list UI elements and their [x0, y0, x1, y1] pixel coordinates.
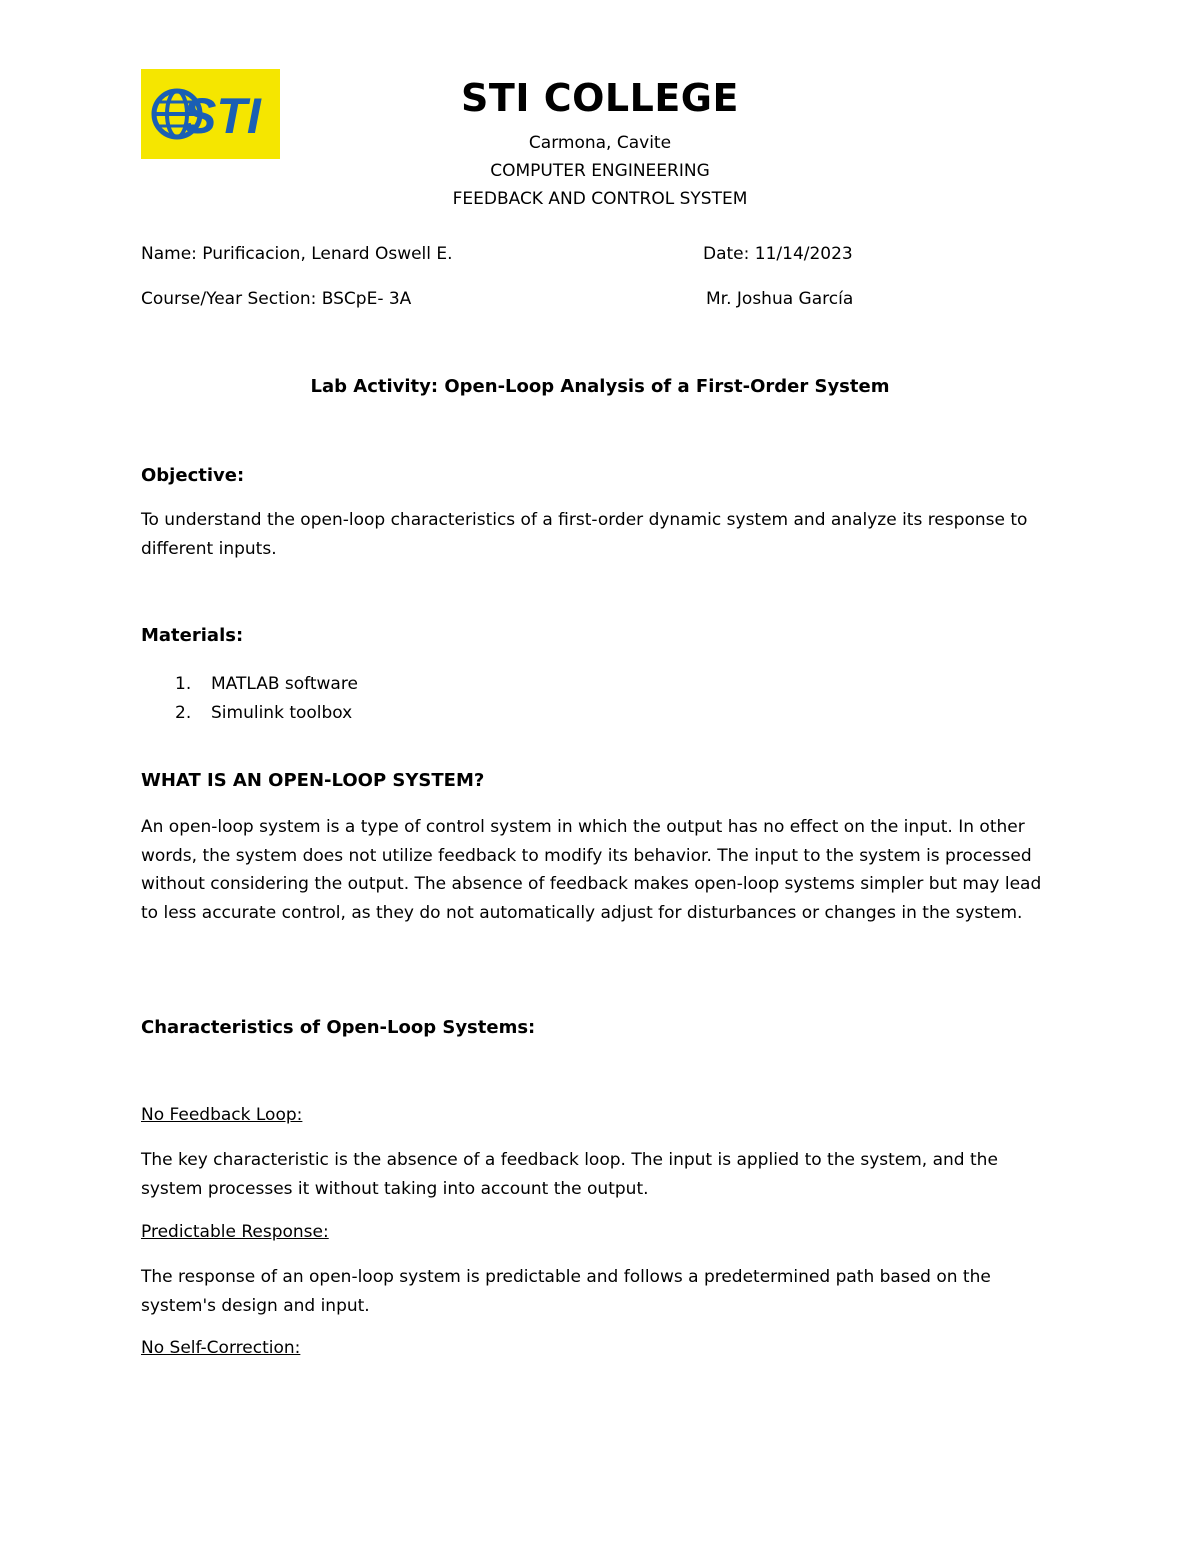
student-name: Name: Purificacion, Lenard Oswell E.: [141, 244, 453, 264]
list-item-label: MATLAB software: [211, 674, 358, 694]
submission-date: Date: 11/14/2023: [703, 244, 853, 264]
logo-text: STI: [183, 88, 261, 144]
no-feedback-title: No Feedback Loop:: [141, 1105, 303, 1125]
list-item-label: Simulink toolbox: [211, 702, 353, 723]
no-feedback-text: The key characteristic is the absence of a feedback loop. The input is applied to the system, and the system processes it without taking into account the output.: [141, 1150, 998, 1199]
open-loop-heading: WHAT IS AN OPEN-LOOP SYSTEM?: [141, 770, 485, 791]
predictable-title: Predictable Response:: [141, 1222, 329, 1242]
open-loop-text: An open-loop system is a type of control system in which the output has no effect on the input. In other words, the system does not utilize feedback to modify its behavior. The input to the system is processed without considering the output. The absence of feedback makes open-loop systems simpler but may lead to less accurate control, as they do not automatically adjust for disturbances or changes in the system.: [141, 817, 1042, 923]
list-item: [141, 670, 358, 699]
materials-list: [141, 670, 358, 727]
characteristics-heading: Characteristics of Open-Loop Systems:: [141, 1017, 536, 1038]
self-correction-title: No Self-Correction:: [141, 1338, 301, 1358]
department: COMPUTER ENGINEERING: [490, 161, 710, 181]
predictable-text: The response of an open-loop system is predictable and follows a predetermined path based on the system's design and input.: [141, 1267, 991, 1316]
list-number: 1.: [175, 674, 192, 694]
objective-text: To understand the open-loop characteristics of a first-order dynamic system and analyze its response to different inputs.: [141, 510, 1028, 559]
college-name: STI COLLEGE: [461, 76, 739, 120]
list-item: [141, 699, 358, 728]
objective-heading: Objective:: [141, 465, 245, 486]
course-section: Course/Year Section: BSCpE- 3A: [141, 289, 412, 309]
list-number: 2.: [175, 702, 192, 723]
instructor-name: Mr. Joshua García: [706, 289, 854, 309]
subject-title: FEEDBACK AND CONTROL SYSTEM: [452, 189, 748, 209]
materials-heading: Materials:: [141, 625, 244, 646]
college-location: Carmona, Cavite: [528, 133, 672, 153]
activity-title: Lab Activity: Open-Loop Analysis of a First-Order System: [310, 376, 890, 397]
